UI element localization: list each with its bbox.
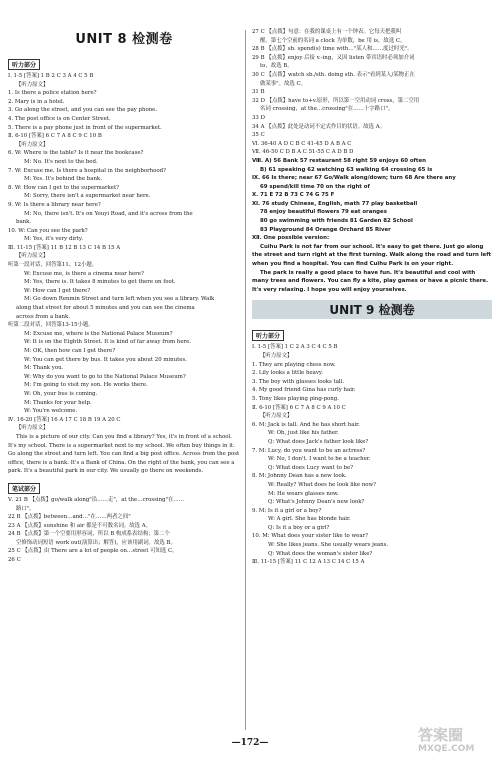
answer-line: M: OK, then how can I get there? [24, 348, 116, 354]
answer-line: B) 61 speaking 62 watching 63 walking 64 crossing 65 is [260, 166, 433, 173]
answer-line: 22 B 【点拨】between…and…"在……两者之间" [8, 514, 131, 521]
answer-line: 31 B [252, 89, 265, 96]
answer-line: 名词 crossing，at the…crossing"在……十字路口"。 [260, 106, 394, 113]
answer-line: Ⅱ. 6-10 [答案] 6 C 7 A 8 C 9 A 10 C [252, 404, 346, 411]
model-essay-paragraph-1: Cuihu Park is not far from our school. It's easy to get there. Just go along the street and turn right at the first turning. Walk along the road and turn left when you find a hospital. You can find Cuihu Park is on your right. [252, 243, 492, 268]
right-column [252, 28, 492, 567]
answer-line: Ⅸ. 66 Is there; near 67 Go/Walk along/down; turn 68 Are there any [252, 175, 456, 182]
answer-line: W: Oh, just like his father. [268, 430, 339, 437]
answer-line: W: She likes jeans. She usually wears jeans. [268, 542, 389, 549]
answer-line: Ⅴ. 21 B 【点拨】go/walk along"沿……走"，at the…crossing"在…… [8, 496, 185, 503]
answer-line: M: Sorry, there isn't a supermarket near here. [24, 193, 151, 200]
answer-line: W: Why do you want to go to the National Palace Museum? [24, 373, 186, 380]
answer-line: 6. W: Where is the table? Is it near the bookcase? [8, 150, 144, 157]
answer-line: 5. Tony likes playing ping-pong. [252, 395, 339, 402]
answer-line: 34 A 【点拨】此处是动词不定式作目的状语。故选 A。 [252, 123, 385, 130]
answer-line: W: You're welcome. [24, 408, 78, 415]
answer-line: W: No, I don't. I want to be a teacher. [268, 456, 371, 463]
watermark-text: 答案圈 [418, 726, 464, 744]
unit9-listening-header: 听力部分 [252, 330, 284, 341]
writing-section-header: 笔试部分 [8, 483, 40, 494]
unit9-title: UNIT 9 检测卷 [252, 300, 492, 319]
answer-line: 30 C 【点拨】watch sb./sth. doing sth. 表示"看到某人/某物正在 [252, 71, 415, 78]
answer-line: Ⅶ. 46-50 C D B A C 51-55 C A D B D [252, 149, 354, 156]
answer-line: 2. Lily looks a little heavy. [252, 370, 323, 377]
answer-line: bank. [16, 219, 32, 226]
answer-line: 27 C 【点拨】句意：在我的课桌上有一个钟表。它每天把我叫 [252, 29, 402, 35]
answer-line: 7. W: Excuse me. Is there a hospital in the neighborhood? [8, 167, 166, 174]
page-number: —172— [231, 738, 269, 748]
answer-line: M: No. It's next to the bed. [24, 158, 98, 165]
answer-line: 33 D [252, 114, 265, 121]
answer-line: 1. Is there a police station here? [8, 90, 97, 97]
answer-line: 做某事"。故选 C。 [260, 80, 307, 87]
unit8-writing-answers-cont [252, 28, 492, 243]
answer-line: W: Excuse me, is there a cinema near here? [24, 270, 144, 277]
answer-line: along that street for about 5 minutes and you can see the cinema [16, 305, 195, 312]
answer-line: W: How can I get there? [24, 287, 91, 294]
answer-line: W: You can get there by bus. It takes you about 20 minutes. [24, 356, 187, 363]
answer-line: across from a bank. [16, 313, 70, 320]
answer-line: 【听力原文】 [16, 141, 49, 148]
answer-line: 83 Playground 84 Orange Orchard 85 River [260, 226, 391, 233]
answer-line: M: I'm going to visit my son. He works there. [24, 382, 148, 389]
answer-line: Ⅷ. A) 56 Bank 57 restaurant 58 right 59 enjoys 60 often [252, 157, 426, 164]
answer-line: M: Go down Renmin Street and turn left when you see a library. Walk [24, 296, 215, 303]
answer-line: Ⅲ. 11-15 [答案] 11 C 12 A 13 C 14 C 15 A [252, 559, 365, 566]
unit8-title: UNIT 8 检测卷 [75, 32, 173, 47]
answer-line: 1. They are playing chess now. [252, 361, 336, 368]
answer-line: Q: What does Lucy want to be? [268, 464, 354, 471]
answer-line: W: It is on the Eighth Street. It is kind of far away from here. [24, 339, 192, 346]
answer-line: 3. The boy with glasses looks tall. [252, 378, 345, 385]
answer-line: 7. M: Lucy, do you want to be an actress? [252, 447, 366, 454]
answer-line: 25 C 【点拨】由 There are a lot of people on…street 可知选 C。 [8, 548, 178, 555]
answer-line: 26 C [8, 557, 21, 564]
answer-line: 32 D 【点拨】have to+v.原形，所以第一空用动词 cross，第二空用 [252, 97, 420, 104]
answer-line: 【听力原文】 [260, 353, 293, 359]
watermark-url: MXQE.COM [418, 744, 475, 754]
answer-line: 9. M: Is it a girl or a boy? [252, 507, 322, 514]
answer-line: Ⅰ. 1-5 [答案] 1 C 2 A 3 C 4 C 5 B [252, 344, 338, 351]
answer-line: 4. The post office is on Center Street. [8, 115, 111, 122]
answer-line: 28 B 【点拨】sb. spend(s) time with…"某人和……度过时光"。 [252, 46, 413, 53]
answer-line: M: Thanks for your help. [24, 399, 92, 406]
answer-line: 醒。第七个空前的名词 a clock 为单数，be 用 is，故选 C。 [260, 37, 406, 44]
answer-line: 空修饰动词短语 work out(演算出；解答)，应该用副词。故选 B。 [16, 539, 176, 546]
answer-line: 8. M: Johnny Dean has a new look. [252, 473, 347, 480]
answer-line: Ⅻ. One possible version: [252, 235, 330, 242]
listening-section-header: 听力部分 [8, 59, 40, 70]
answer-line: W: Oh, your bus is coming. [24, 390, 98, 397]
answer-line: 10. W: Can you see the park? [8, 227, 88, 234]
answer-line: Q: What's Johnny Dean's new look? [268, 499, 365, 506]
left-column [8, 28, 240, 565]
answer-line: 69 spend/kill time 70 on the right of [260, 183, 370, 190]
answer-line: Ⅹ. 71 E 72 B 73 C 74 G 75 F [252, 192, 335, 199]
answer-line: 10. M: What does your sister like to wear? [252, 533, 368, 540]
answer-line: 35 C [252, 132, 265, 139]
answer-line: M: Yes. It's behind the bank. [24, 176, 102, 183]
answer-line: 2. Mary is in a hotel. [8, 98, 65, 105]
answer-line: to，故选 B。 [260, 63, 293, 70]
answer-line: 5. There is a pay phone just in front of the supermarket. [8, 124, 162, 131]
answer-line: Q: Is it a boy or a girl? [268, 524, 330, 531]
answer-line: 6. M: Jack is tall. And he has short hair. [252, 421, 360, 428]
answer-line: Q: What does Jack's father look like? [268, 438, 369, 445]
answer-line: 29 B 【点拨】enjoy 后接 v.-ing，又因 listen 带宾语时必须加介词 [252, 54, 415, 61]
unit8-writing-answers [8, 496, 240, 565]
answer-line: 8. W: How can I get to the supermarket? [8, 184, 120, 191]
answer-line: Ⅵ. 36-40 A D C B C 41-45 D A B A C [252, 140, 352, 147]
answer-line: 【听力原文】 [16, 253, 49, 260]
answer-line: 24 B 【点拨】第一个空要用形容词，所以 B 构成系表结构；第二个 [8, 531, 170, 538]
answer-line: M: Thank you. [24, 365, 64, 372]
model-essay-paragraph-2: The park is really a good place to have fun. It's beautiful and cool with many trees and flowers. You can fly a kite, play games or have a picnic there. It's very relaxing. I hope you will enjoy yourselves. [252, 269, 489, 293]
answer-line: 路口"。 [16, 505, 35, 512]
answer-line: Ⅺ. 76 study Chinese, English, math 77 play basketball [252, 200, 418, 207]
answer-line: M: Yes, there is. It takes 8 minutes to get there on foot. [24, 279, 176, 286]
answer-line: 【听力原文】 [16, 425, 49, 432]
answer-line: 【听力原文】 [16, 81, 49, 88]
answer-line: Ⅰ. 1-5 [答案] 1 B 2 C 3 A 4 C 5 B [8, 73, 94, 79]
answer-line: 3. Go along the street, and you can see the pay phone. [8, 107, 158, 114]
answer-line: Ⅳ. 16-20 [答案] 16 A 17 C 18 B 19 A 20 C [8, 416, 121, 423]
answer-line: 9. W: Is there a library near here? [8, 201, 101, 208]
answer-line: 80 go swimming with friends 81 Garden 82 School [260, 218, 413, 225]
answer-line: W: A girl. She has blonde hair. [268, 516, 351, 523]
column-divider [245, 30, 246, 730]
answer-line: M: Excuse me, where is the National Palace Museum? [24, 330, 173, 337]
listening-passage: This is a picture of our city. Can you find a library? Yes, it's in front of a school. It's my school. There is a supermarket next to my school. We often buy things in it. Go along the street and turn left. You can find a big post office. Across from the post office, there is a bank. It's a Bank of China. On the right of the bank, you can see a park. It's a beautiful park in our city. We usually go there on weekends. [8, 433, 240, 475]
unit8-listening-answers [8, 72, 240, 433]
unit9-listening-answers [252, 343, 492, 566]
answer-line: M: He wears glasses now. [268, 490, 339, 497]
answer-line: Ⅲ. 11-15 [答案] 11 B 12 B 13 C 14 B 15 A [8, 244, 121, 251]
answer-line: M: No, there isn't. It's on Youyi Road, and it's across from the [24, 210, 193, 217]
answer-line: 听第一段对话，回答第11、12小题。 [8, 262, 98, 269]
watermark-logo [418, 728, 474, 756]
answer-line: 4. My good friend Gina has curly hair. [252, 387, 356, 394]
answer-line: 78 enjoy beautiful flowers 79 eat oranges [260, 209, 387, 216]
answer-line: Ⅱ. 6-10 [答案] 6 C 7 A 8 C 9 C 10 B [8, 133, 102, 140]
answer-line: Q: What does the woman's sister like? [268, 550, 373, 557]
answer-line: M: Yes, it's very dirty. [24, 236, 83, 243]
answer-line: W: Really? What does he look like now? [268, 481, 377, 488]
answer-line: 【听力原文】 [260, 413, 293, 420]
answer-line: 听第二段对话，回答第13-15小题。 [8, 322, 94, 329]
answer-line: 23 A 【点拨】sunshine 和 air 都是不可数名词。故选 A。 [8, 522, 152, 529]
